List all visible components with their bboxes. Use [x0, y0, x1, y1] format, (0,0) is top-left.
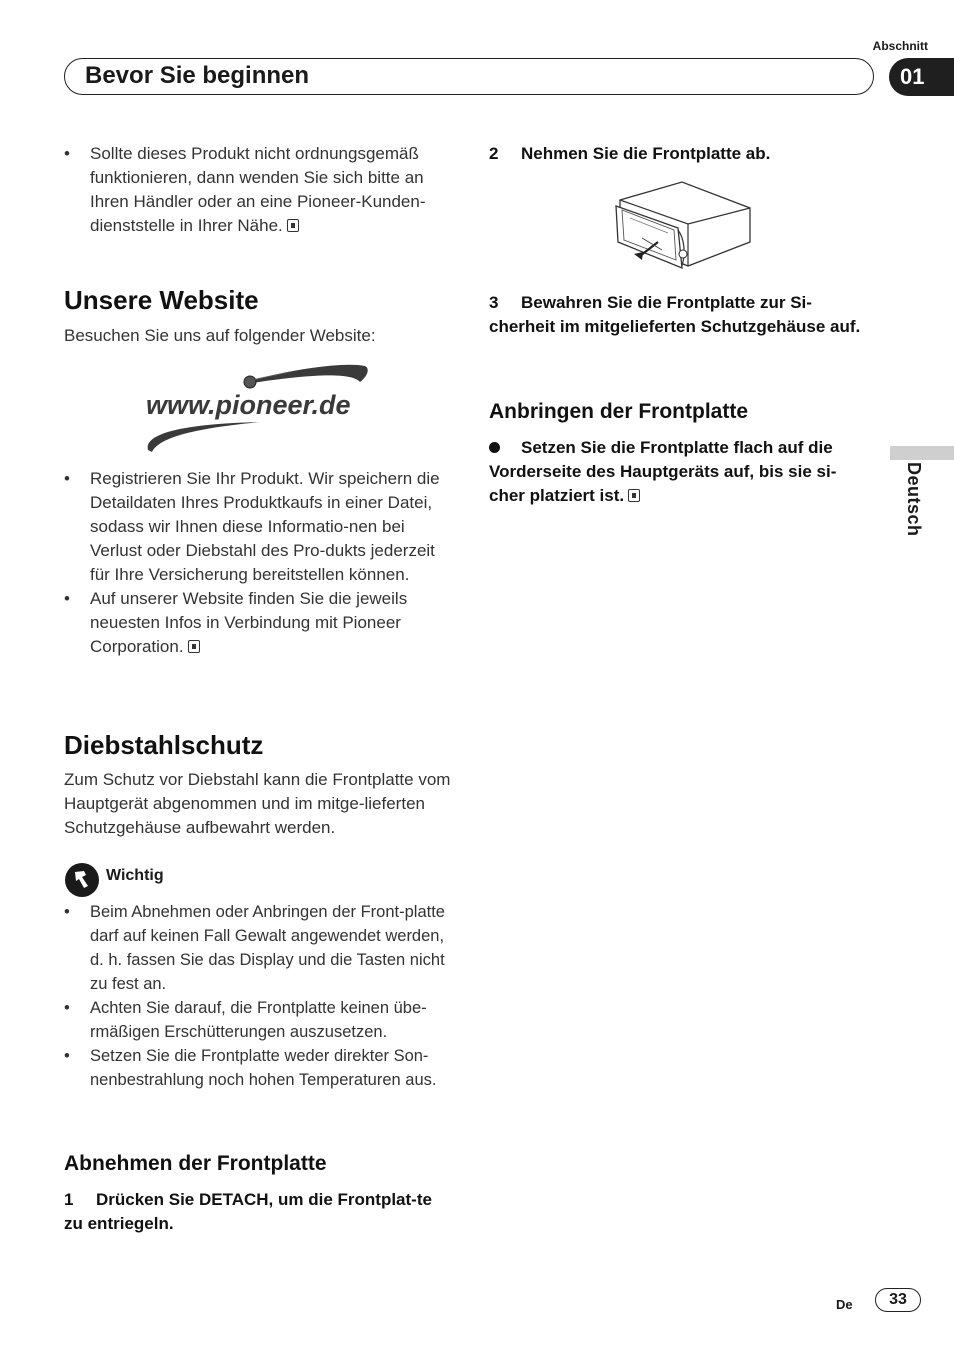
- footer-language-code: De: [836, 1297, 853, 1312]
- section-label: Abschnitt: [872, 39, 928, 53]
- page-number: 33: [875, 1288, 921, 1312]
- website-intro: Besuchen Sie uns auf folgender Website:: [64, 326, 376, 345]
- step-text: Nehmen Sie die Frontplatte ab.: [521, 144, 771, 163]
- end-of-section-icon: [188, 640, 200, 653]
- page-title: Bevor Sie beginnen: [85, 62, 310, 89]
- step-2: [489, 142, 869, 166]
- attach-heading: Anbringen der Frontplatte: [489, 400, 748, 423]
- important-label: Wichtig: [106, 867, 164, 884]
- logo-text: www.pioneer.de: [146, 390, 351, 420]
- language-tab-label: Deutsch: [904, 462, 924, 537]
- section-number-badge: 01: [889, 58, 954, 96]
- step-number: 1: [64, 1190, 74, 1209]
- end-of-section-icon: [287, 219, 299, 232]
- list-item: • Beim Abnehmen oder Anbringen der Front-platte darf auf keinen Fall Gewalt angewendet werden, d. h. fassen Sie das Display und die Tasten nicht zu fest an.: [64, 900, 459, 996]
- step-number: 3: [489, 293, 499, 312]
- intro-bullet-list: [64, 142, 454, 238]
- pioneer-website-logo: [140, 358, 376, 458]
- step-3: [489, 291, 869, 339]
- website-heading: Unsere Website: [64, 285, 259, 315]
- step-text: Drücken Sie DETACH, um die Frontplat-te zu entriegeln.: [64, 1190, 432, 1233]
- bullet-dot-icon: [489, 436, 521, 460]
- theft-intro: Zum Schutz vor Diebstahl kann die Frontplatte vom Hauptgerät abgenommen und im mitge-lieferten Schutzgehäuse aufbewahrt werden.: [64, 770, 451, 837]
- remove-heading: Abnehmen der Frontplatte: [64, 1152, 327, 1175]
- end-of-section-icon: [628, 489, 640, 502]
- step-number: 2: [489, 144, 499, 163]
- detach-faceplate-illustration: [612, 180, 754, 272]
- language-tab-marker: [890, 446, 954, 460]
- step-text: Bewahren Sie die Frontplatte zur Si-cherheit im mitgelieferten Schutzgehäuse auf.: [489, 293, 861, 336]
- theft-heading: Diebstahlschutz: [64, 730, 264, 760]
- attach-step: [489, 436, 871, 508]
- list-item: • Registrieren Sie Ihr Produkt. Wir speichern die Detaildaten Ihres Produktkaufs in einer Datei, sodass wir Ihnen diese Informatio-nen bei Verlust oder Diebstahl des Pro-dukts jederzeit für Ihre Versicherung bereitstellen können.: [64, 467, 454, 587]
- important-icon: [64, 862, 100, 898]
- step-text: Setzen Sie die Frontplatte flach auf die Vorderseite des Hauptgeräts auf, bis sie si-cher platziert ist.: [489, 438, 837, 505]
- list-item: • Achten Sie darauf, die Frontplatte keinen übe-rmäßigen Erschütterungen auszusetzen.: [64, 996, 459, 1044]
- list-item: • Setzen Sie die Frontplatte weder direkter Son-nenbestrahlung noch hohen Temperaturen aus.: [64, 1044, 459, 1092]
- important-bullet-list: [64, 900, 459, 1092]
- step-1: [64, 1188, 454, 1236]
- list-item: • Sollte dieses Produkt nicht ordnungsgemäß funktionieren, dann wenden Sie sich bitte an Ihren Händler oder an eine Pioneer-Kunden-dienststelle in Ihrer Nähe.: [64, 142, 454, 238]
- website-bullet-list: [64, 467, 454, 659]
- list-item: • Auf unserer Website finden Sie die jeweils neuesten Infos in Verbindung mit Pioneer Corporation.: [64, 587, 454, 659]
